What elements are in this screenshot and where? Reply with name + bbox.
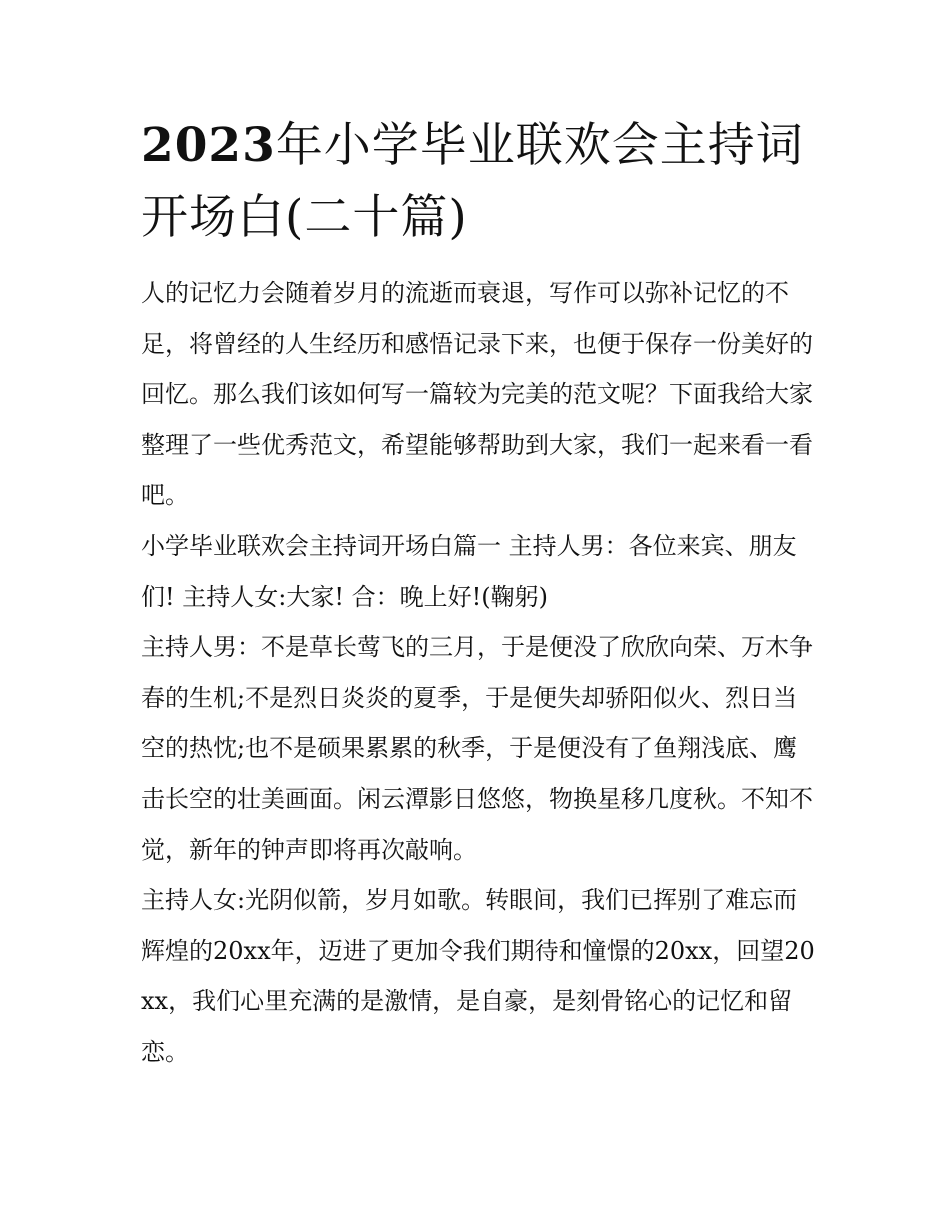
intro-paragraph: 人的记忆力会随着岁月的流逝而衰退，写作可以弥补记忆的不足，将曾经的人生经历和感悟记录下来，也便于保存一份美好的回忆。那么我们该如何写一篇较为完美的范文呢？下面我给大家整理了一些优秀范文，希望能够帮助到大家，我们一起来看一看吧。 <box>141 279 813 510</box>
document-body <box>141 110 821 1078</box>
host-male-paragraph: 主持人男：不是草长莺飞的三月，于是便没了欣欣向荣、万木争春的生机;不是烈日炎炎的夏季，于是便失却骄阳似火、烈日当空的热忱;也不是硕果累累的秋季，于是便没有了鱼翔浅底、鹰击长空的壮美画面。闲云潭影日悠悠，物换星移几度秋。不知不觉，新年的钟声即将再次敲响。 <box>141 633 813 864</box>
host-female-paragraph: 主持人女:光阴似箭，岁月如歌。转眼间，我们已挥别了难忘而辉煌的20xx年，迈进了更加令我们期待和憧憬的20xx，回望20xx，我们心里充满的是激情，是自豪，是刻骨铭心的记忆和留恋。 <box>141 886 815 1066</box>
title-text: 年小学毕业联欢会主持词开场白(二十篇) <box>141 118 804 245</box>
section-heading-paragraph: 小学毕业联欢会主持词开场白篇一 主持人男：各位来宾、朋友们! 主持人女:大家! 合：晚上好!(鞠躬) <box>141 531 797 611</box>
title-year: 2023 <box>141 118 276 173</box>
document-title <box>141 110 821 254</box>
